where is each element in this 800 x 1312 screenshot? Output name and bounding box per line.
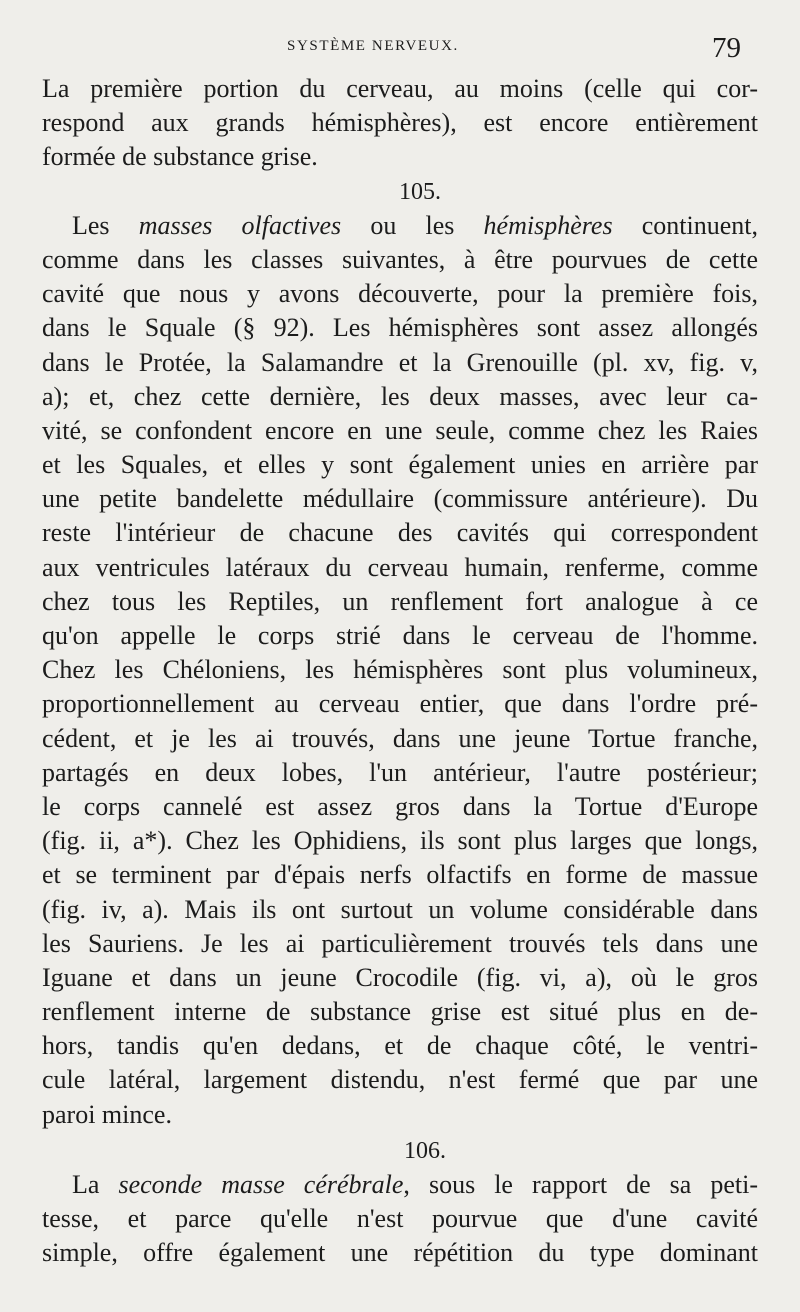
- text-line: cédent, et je les ai trouvés, dans une jeune Tortue franche,: [42, 723, 758, 753]
- text-line: Les masses olfactives ou les hémisphères continuent,: [72, 210, 758, 240]
- italic-term: masses olfactives: [138, 210, 342, 240]
- text-line: et les Squales, et elles y sont également unies en arrière par: [42, 450, 758, 480]
- text-line: comme dans les classes suivantes, à être pourvues de cette: [42, 244, 758, 274]
- text-line: vité, se confondent encore en une seule, comme chez les Raies: [42, 415, 758, 445]
- text-line: aux ventricules latéraux du cerveau humain, renferme, comme: [42, 552, 758, 582]
- text-line: La seconde masse cérébrale, sous le rapport de sa peti-: [72, 1170, 758, 1199]
- text-line: (fig. ii, a*). Chez les Ophidiens, ils sont plus larges que longs,: [42, 826, 758, 856]
- text-line: a); et, chez cette dernière, les deux masses, avec leur ca-: [42, 381, 758, 411]
- text-line: dans le Protée, la Salamandre et la Grenouille (pl. xv, fig. v,: [42, 347, 758, 377]
- text-line: cavité que nous y avons découverte, pour la première fois,: [42, 279, 758, 309]
- text-line: paroi mince.: [42, 1099, 172, 1129]
- body-text: [42, 72, 758, 1271]
- section-number-106: 106.: [404, 1137, 446, 1164]
- italic-term: seconde masse cérébrale: [118, 1170, 404, 1199]
- text-line: les Sauriens. Je les ai particulièrement trouvés tels dans une: [42, 928, 758, 958]
- text-line: hors, tandis qu'en dedans, et de chaque côté, le ventri-: [42, 1031, 758, 1061]
- text-line: respond aux grands hémisphères), est encore entièrement: [42, 108, 758, 138]
- text-line: La première portion du cerveau, au moins (celle qui cor-: [42, 74, 758, 103]
- running-head: SYSTÈME NERVEUX.: [287, 38, 459, 54]
- text-line: le corps cannelé est assez gros dans la Tortue d'Europe: [42, 791, 758, 821]
- page-header: [0, 30, 800, 70]
- text-line: qu'on appelle le corps strié dans le cerveau de l'homme.: [42, 621, 758, 650]
- text-line: cule latéral, largement distendu, n'est fermé que par une: [42, 1065, 758, 1095]
- text-line: Chez les Chéloniens, les hémisphères sont plus volumineux,: [42, 655, 758, 685]
- text-line: tesse, et parce qu'elle n'est pourvue que d'une cavité: [42, 1204, 758, 1234]
- text-line: simple, offre également une répétition du type dominant: [42, 1238, 758, 1268]
- text-line: renflement interne de substance grise est situé plus en de-: [42, 997, 758, 1027]
- text-line: proportionnellement au cerveau entier, que dans l'ordre pré-: [42, 689, 758, 719]
- section-106-body: [42, 1202, 758, 1270]
- text-line: chez tous les Reptiles, un renflement fort analogue à ce: [42, 586, 758, 616]
- section-number-105: 105.: [399, 178, 441, 205]
- text-line: une petite bandelette médullaire (commissure antérieure). Du: [42, 484, 758, 514]
- text-line: partagés en deux lobes, l'un antérieur, l'autre postérieur;: [42, 757, 758, 787]
- text-line: Iguane et dans un jeune Crocodile (fig. vi, a), où le gros: [42, 962, 758, 992]
- text-line: et se terminent par d'épais nerfs olfactifs en forme de massue: [42, 860, 758, 890]
- text-line: dans le Squale (§ 92). Les hémisphères sont assez allongés: [42, 313, 758, 343]
- section-105-body: [42, 243, 758, 1132]
- text-line: reste l'intérieur de chacune des cavités qui correspondent: [42, 518, 758, 548]
- text-line: formée de substance grise.: [42, 142, 318, 172]
- italic-term: hémisphères: [483, 210, 613, 240]
- text-line: (fig. iv, a). Mais ils ont surtout un volume considérable dans: [42, 894, 758, 924]
- page-number: 79: [712, 32, 741, 64]
